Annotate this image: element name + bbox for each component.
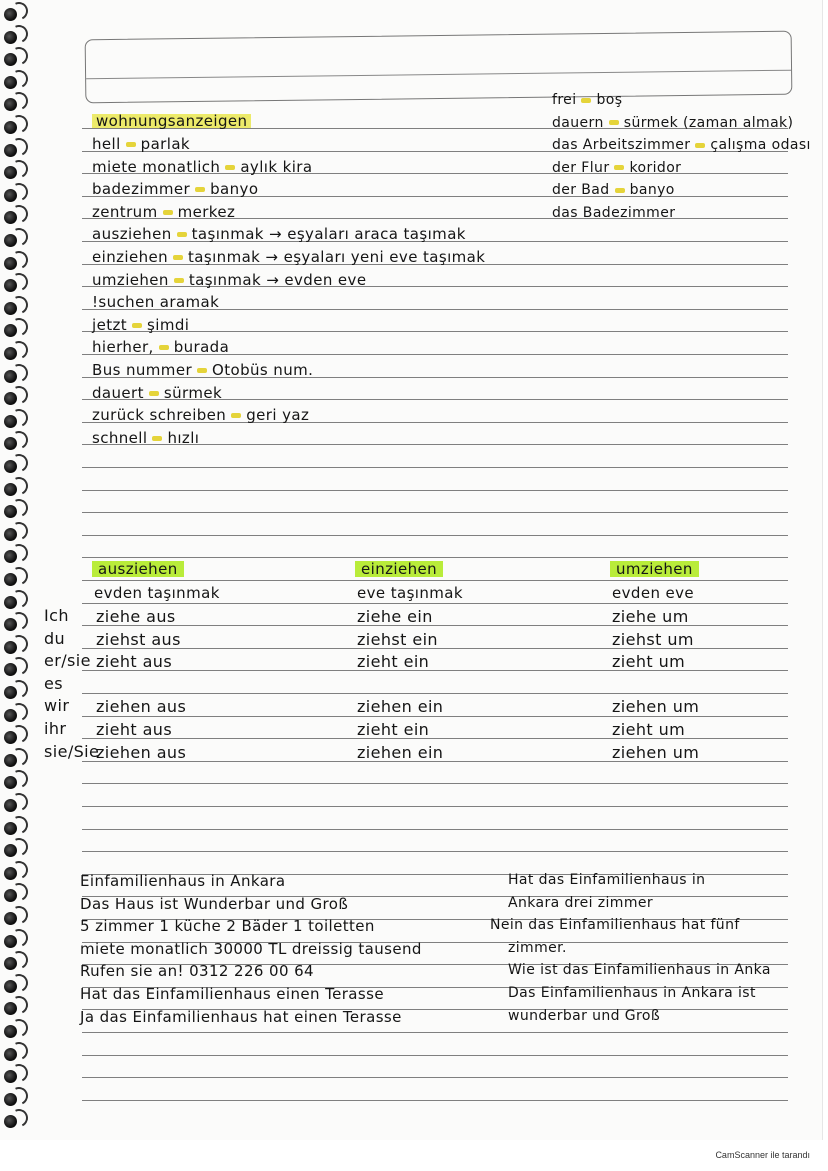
ruled-line <box>82 467 788 468</box>
verb-form: ziehe aus <box>96 607 176 626</box>
spiral-ring <box>2 187 28 203</box>
spiral-ring <box>2 1091 28 1107</box>
ad-line: Rufen sie an! 0312 226 00 64 <box>80 962 314 981</box>
german-term: hell <box>92 135 121 153</box>
ad-qa-line: Das Einfamilienhaus in Ankara ist <box>508 985 756 1001</box>
vocab-item <box>92 384 222 402</box>
highlight-dash <box>126 142 136 147</box>
vocab-item <box>92 271 366 289</box>
verb-form: ziehe ein <box>357 607 433 626</box>
vocab-item <box>92 135 190 153</box>
spiral-ring <box>2 729 28 745</box>
turkish-term: sürmek (zaman almak) <box>623 114 794 131</box>
spiral-ring <box>2 413 28 429</box>
highlight-dash <box>152 436 162 441</box>
verb-form: zieht um <box>612 720 686 739</box>
vocab-item <box>92 338 229 356</box>
vocab-item <box>552 137 811 153</box>
highlight-dash <box>225 165 235 170</box>
vocab-item <box>552 92 622 108</box>
turkish-term: boş <box>596 92 623 108</box>
highlight-dash <box>174 278 184 283</box>
verb-form: zieht aus <box>96 720 173 739</box>
verb-form: ziehen um <box>612 742 700 762</box>
spiral-ring <box>2 548 28 564</box>
verb-form: ziehst ein <box>357 629 438 649</box>
ruled-line <box>82 693 788 694</box>
turkish-term: geri yaz <box>246 406 310 425</box>
spiral-ring <box>2 51 28 67</box>
verb-form: zieht ein <box>357 720 430 739</box>
ad-line: 5 zimmer 1 küche 2 Bäder 1 toiletten <box>80 917 375 936</box>
ruled-line <box>82 1055 788 1056</box>
verb-form: zieht um <box>612 652 686 672</box>
german-term: der Bad <box>552 182 610 199</box>
pronoun: Ich <box>44 606 69 625</box>
spiral-ring <box>2 639 28 655</box>
spiral-ring <box>2 594 28 610</box>
spiral-ring <box>2 1023 28 1039</box>
turkish-term: koridor <box>629 159 682 176</box>
spiral-ring <box>2 322 28 338</box>
highlight-dash <box>173 255 183 260</box>
spiral-ring <box>2 300 28 316</box>
spiral-ring <box>2 1046 28 1062</box>
ruled-line <box>82 1100 788 1101</box>
spiral-ring <box>2 1000 28 1016</box>
spiral-ring <box>2 481 28 497</box>
turkish-term: burada <box>173 338 230 357</box>
german-term: jetzt <box>92 315 128 334</box>
spiral-ring <box>2 661 28 677</box>
turkish-term: banyo <box>629 182 675 199</box>
spiral-ring <box>2 1113 28 1129</box>
pronoun: sie/Sie <box>44 741 100 761</box>
turkish-term: Otobüs num. <box>212 361 314 379</box>
verb-meaning: eve taşınmak <box>357 584 463 602</box>
turkish-term: taşınmak → eşyaları araca taşımak <box>191 225 466 244</box>
spiral-ring <box>2 255 28 271</box>
pronoun: ihr <box>44 719 67 738</box>
german-term: schnell <box>92 428 148 447</box>
highlight-dash <box>149 391 159 396</box>
verb-form: ziehen aus <box>96 742 187 762</box>
pronoun: es <box>44 673 63 693</box>
vocab-item <box>552 205 675 221</box>
highlight-dash <box>159 345 169 350</box>
pronoun: wir <box>44 696 70 716</box>
vocab-item <box>92 203 235 221</box>
german-term: zurück schreiben <box>92 406 227 425</box>
spiral-ring <box>2 820 28 836</box>
spiral-ring <box>2 209 28 225</box>
spiral-ring <box>2 6 28 22</box>
verb-meaning: evden eve <box>612 584 695 602</box>
spiral-ring <box>2 842 28 858</box>
spiral-ring <box>2 910 28 926</box>
ad-qa-line: zimmer. <box>508 939 567 956</box>
spiral-ring <box>2 96 28 112</box>
german-term: das Arbeitszimmer <box>552 137 691 154</box>
vocab-item <box>92 406 309 424</box>
verb-heading: umziehen <box>610 560 699 578</box>
highlight-dash <box>614 165 624 170</box>
spiral-ring <box>2 707 28 723</box>
highlight-dash <box>231 413 241 418</box>
ruled-line <box>82 512 788 513</box>
ad-line: Das Haus ist Wunderbar und Groß <box>80 894 349 913</box>
spiral-ring <box>2 390 28 406</box>
german-term: frei <box>552 92 577 108</box>
verb-form: zieht ein <box>357 652 430 672</box>
title-box <box>85 31 793 104</box>
ruled-line <box>82 1032 788 1033</box>
verb-meaning: evden taşınmak <box>94 584 220 602</box>
verb-form: ziehen um <box>612 697 700 717</box>
ruled-line <box>82 851 788 852</box>
highlight-dash <box>615 188 625 193</box>
spiral-ring <box>2 616 28 632</box>
verb-form: ziehen ein <box>357 697 444 717</box>
verb-form: zieht aus <box>96 652 173 672</box>
vocab-item <box>92 225 466 243</box>
spiral-ring <box>2 933 28 949</box>
ruled-line <box>82 580 788 581</box>
german-term: umziehen <box>92 270 169 289</box>
vocab-item <box>552 182 675 198</box>
spiral-ring <box>2 955 28 971</box>
turkish-term: taşınmak → evden eve <box>188 270 367 289</box>
turkish-term: şimdi <box>147 315 190 334</box>
spiral-ring <box>2 1068 28 1084</box>
turkish-term: parlak <box>140 135 190 153</box>
german-term: !suchen aramak <box>92 293 220 312</box>
verb-form: ziehst aus <box>96 629 181 649</box>
german-term: einziehen <box>92 248 169 266</box>
vocab-item <box>92 248 485 266</box>
ad-qa-line: Nein das Einfamilienhaus hat fünf <box>490 917 740 934</box>
ruled-line <box>82 535 788 536</box>
ruled-line <box>82 783 788 784</box>
vocab-item <box>552 160 681 176</box>
turkish-term: banyo <box>210 180 259 199</box>
ad-qa-line: Hat das Einfamilienhaus in <box>508 872 706 888</box>
ruled-line <box>82 1077 788 1078</box>
ruled-line <box>82 490 788 491</box>
ad-line: miete monatlich 30000 TL dreissig tausend <box>80 939 422 958</box>
spiral-ring <box>2 503 28 519</box>
ad-line: Hat das Einfamilienhaus einen Terasse <box>80 985 384 1003</box>
pronoun: er/sie <box>44 651 91 671</box>
spiral-ring <box>2 435 28 451</box>
german-term: Bus nummer <box>92 361 193 379</box>
spiral-ring <box>2 458 28 474</box>
highlight-dash <box>609 120 619 125</box>
german-term: das Badezimmer <box>552 205 676 221</box>
german-term: ausziehen <box>92 225 172 244</box>
vocab-item <box>92 316 189 334</box>
verb-form: ziehen ein <box>357 742 444 762</box>
spiral-ring <box>2 164 28 180</box>
ad-qa-line: Wie ist das Einfamilienhaus in Anka <box>508 962 771 979</box>
spiral-ring <box>2 978 28 994</box>
highlight-dash <box>163 210 173 215</box>
spiral-ring <box>2 368 28 384</box>
verb-heading: einziehen <box>355 560 443 578</box>
turkish-term: taşınmak → eşyaları yeni eve taşımak <box>188 248 486 266</box>
spiral-binding <box>0 0 40 1140</box>
spiral-ring <box>2 887 28 903</box>
spiral-ring <box>2 571 28 587</box>
vocab-item <box>92 158 312 176</box>
pronoun: du <box>44 628 66 648</box>
ruled-line <box>82 806 788 807</box>
german-term: zentrum <box>92 202 158 221</box>
ad-line: Einfamilienhaus in Ankara <box>80 872 286 890</box>
turkish-term: hızlı <box>167 428 200 447</box>
german-term: miete monatlich <box>92 157 221 176</box>
german-term: der Flur <box>552 159 610 176</box>
ad-qa-line: wunderbar und Groß <box>508 1007 661 1024</box>
vocab-item <box>92 180 258 198</box>
spiral-ring <box>2 752 28 768</box>
ad-qa-line: Ankara drei zimmer <box>508 894 654 911</box>
vocab-item <box>92 361 313 379</box>
verb-form: ziehe um <box>612 607 689 626</box>
vocab-heading: wohnungsanzeigen <box>92 112 251 130</box>
verb-form: ziehen aus <box>96 697 187 717</box>
highlight-dash <box>197 368 207 373</box>
ruled-line <box>82 557 788 558</box>
highlight-dash <box>132 323 142 328</box>
verb-form: ziehst um <box>612 629 694 649</box>
german-term: dauern <box>552 114 604 131</box>
turkish-term: sürmek <box>163 383 223 402</box>
spiral-ring <box>2 345 28 361</box>
spiral-ring <box>2 119 28 135</box>
highlight-dash <box>581 98 591 103</box>
spiral-ring <box>2 774 28 790</box>
vocab-item <box>92 429 199 447</box>
spiral-ring <box>2 277 28 293</box>
spiral-ring <box>2 232 28 248</box>
spiral-ring <box>2 29 28 45</box>
spiral-ring <box>2 526 28 542</box>
spiral-ring <box>2 865 28 881</box>
vocab-item <box>552 115 793 131</box>
highlight-dash <box>177 232 187 237</box>
ad-line: Ja das Einfamilienhaus hat einen Terasse <box>80 1007 402 1026</box>
ruled-line <box>82 829 788 830</box>
spiral-ring <box>2 797 28 813</box>
turkish-term: merkez <box>177 202 236 221</box>
verb-heading: ausziehen <box>92 560 184 578</box>
vocab-item <box>92 293 219 311</box>
german-term: badezimmer <box>92 180 191 199</box>
spiral-ring <box>2 142 28 158</box>
german-term: dauert <box>92 383 144 402</box>
spiral-ring <box>2 74 28 90</box>
german-term: hierher, <box>92 338 154 357</box>
highlight-dash <box>195 187 205 192</box>
highlight-dash <box>695 143 705 148</box>
ruled-line <box>82 603 788 604</box>
turkish-term: çalışma odası <box>710 137 811 154</box>
spiral-ring <box>2 684 28 700</box>
turkish-term: aylık kira <box>240 157 313 176</box>
scanner-watermark: CamScanner ile tarandı <box>715 1150 810 1160</box>
